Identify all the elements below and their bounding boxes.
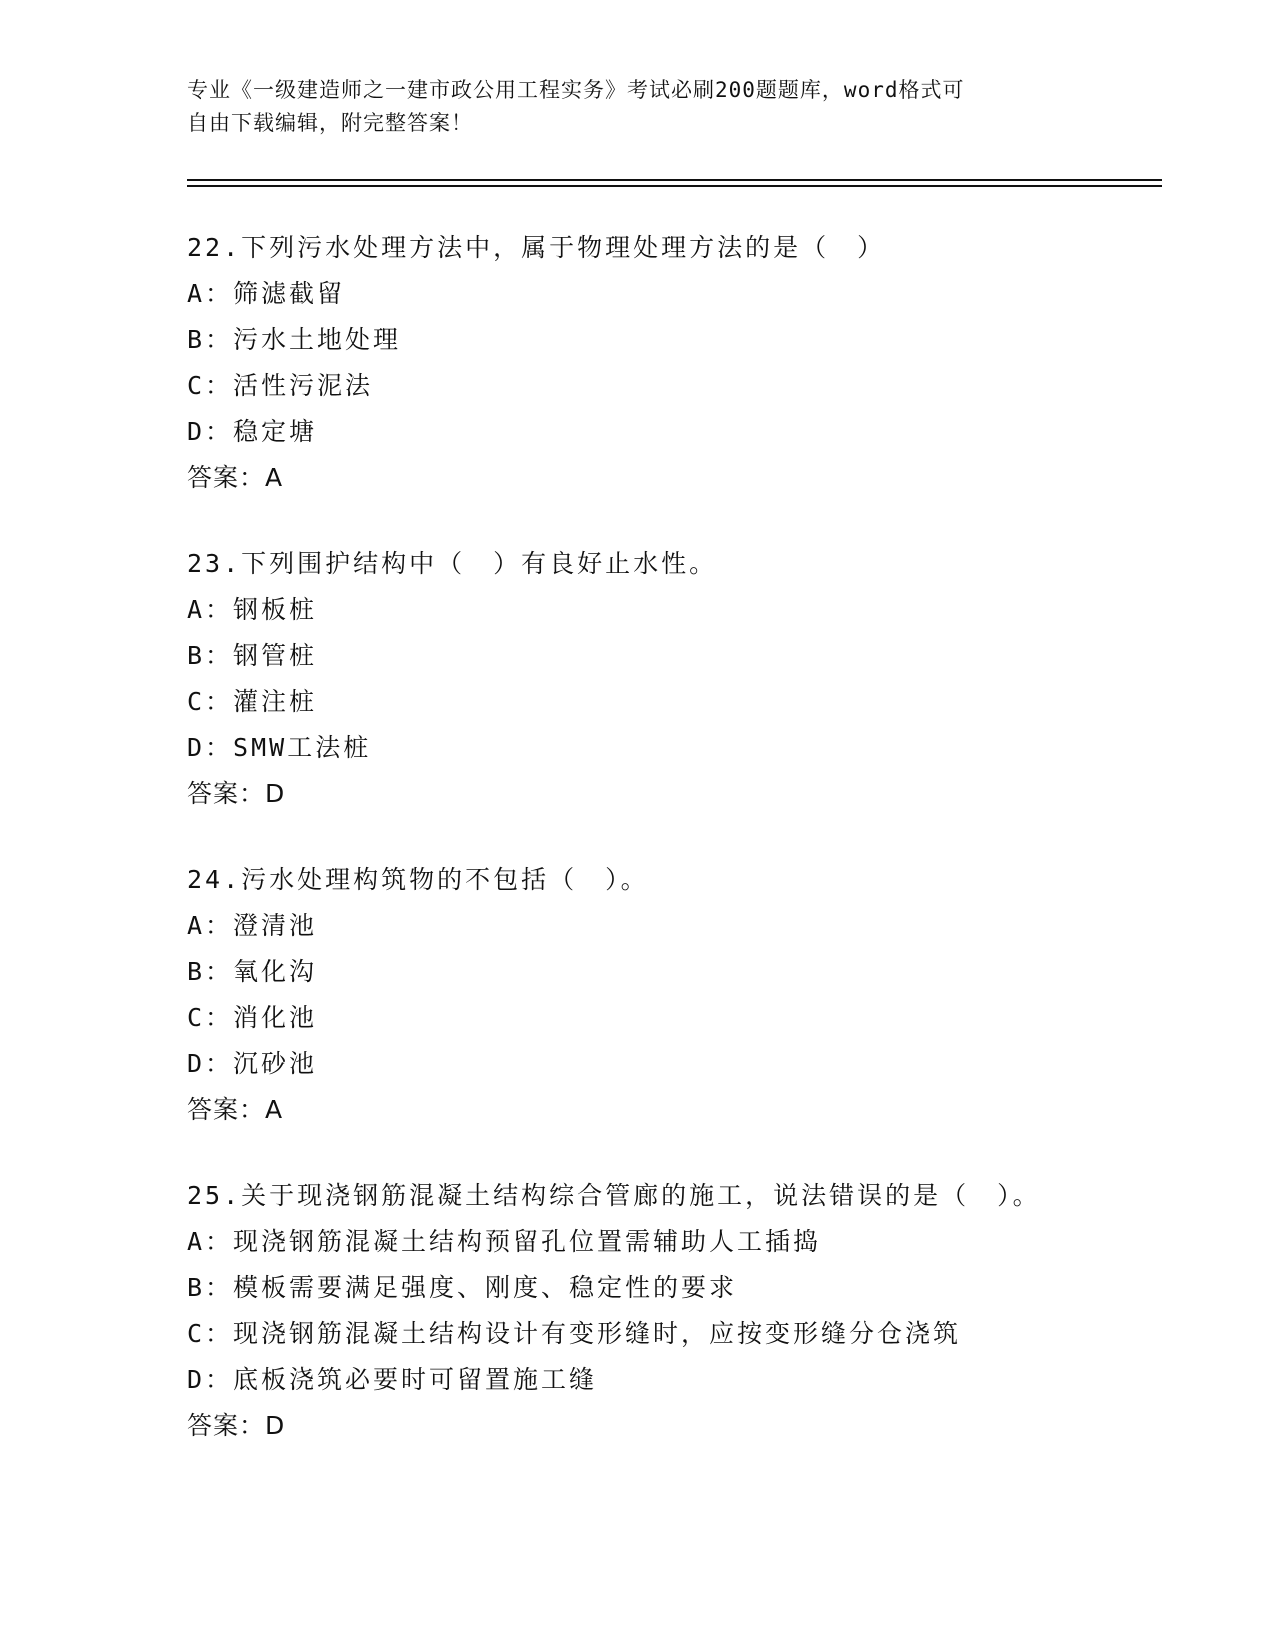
option-c: C：灌注桩 xyxy=(187,687,318,716)
option-d: D：SMW工法桩 xyxy=(187,733,372,762)
document-header xyxy=(187,74,1087,140)
answer-line: 答案：D xyxy=(187,1411,286,1440)
option-d: D：沉砂池 xyxy=(187,1049,318,1078)
header-divider-top xyxy=(187,179,1162,181)
option-b: B：模板需要满足强度、刚度、稳定性的要求 xyxy=(187,1273,738,1302)
option-c: C：现浇钢筋混凝土结构设计有变形缝时，应按变形缝分仓浇筑 xyxy=(187,1319,962,1348)
question-24 xyxy=(187,857,1162,1133)
header-line-2: 自由下载编辑，附完整答案！ xyxy=(187,111,473,135)
answer-line: 答案：D xyxy=(187,779,286,808)
option-b: B：氧化沟 xyxy=(187,957,318,986)
option-b: B：钢管桩 xyxy=(187,641,318,670)
question-stem: 25.关于现浇钢筋混凝土结构综合管廊的施工，说法错误的是（ ）。 xyxy=(187,1181,1041,1210)
question-stem: 24.污水处理构筑物的不包括（ ）。 xyxy=(187,865,649,894)
option-c: C：消化池 xyxy=(187,1003,318,1032)
answer-line: 答案：A xyxy=(187,463,284,492)
answer-line: 答案：A xyxy=(187,1095,284,1124)
question-stem: 22.下列污水处理方法中，属于物理处理方法的是（ ） xyxy=(187,233,886,262)
option-d: D：稳定塘 xyxy=(187,417,318,446)
option-a: A：澄清池 xyxy=(187,911,318,940)
option-b: B：污水土地处理 xyxy=(187,325,402,354)
option-c: C：活性污泥法 xyxy=(187,371,374,400)
header-line-1: 专业《一级建造师之一建市政公用工程实务》考试必刷200题题库，word格式可 xyxy=(187,78,965,102)
question-stem: 23.下列围护结构中（ ）有良好止水性。 xyxy=(187,549,718,578)
question-22 xyxy=(187,225,1162,501)
option-a: A：钢板桩 xyxy=(187,595,318,624)
question-23 xyxy=(187,541,1162,817)
header-divider-bottom xyxy=(187,185,1162,187)
option-a: A：现浇钢筋混凝土结构预留孔位置需辅助人工插捣 xyxy=(187,1227,822,1256)
option-d: D：底板浇筑必要时可留置施工缝 xyxy=(187,1365,598,1394)
option-a: A：筛滤截留 xyxy=(187,279,346,308)
question-25 xyxy=(187,1173,1162,1449)
